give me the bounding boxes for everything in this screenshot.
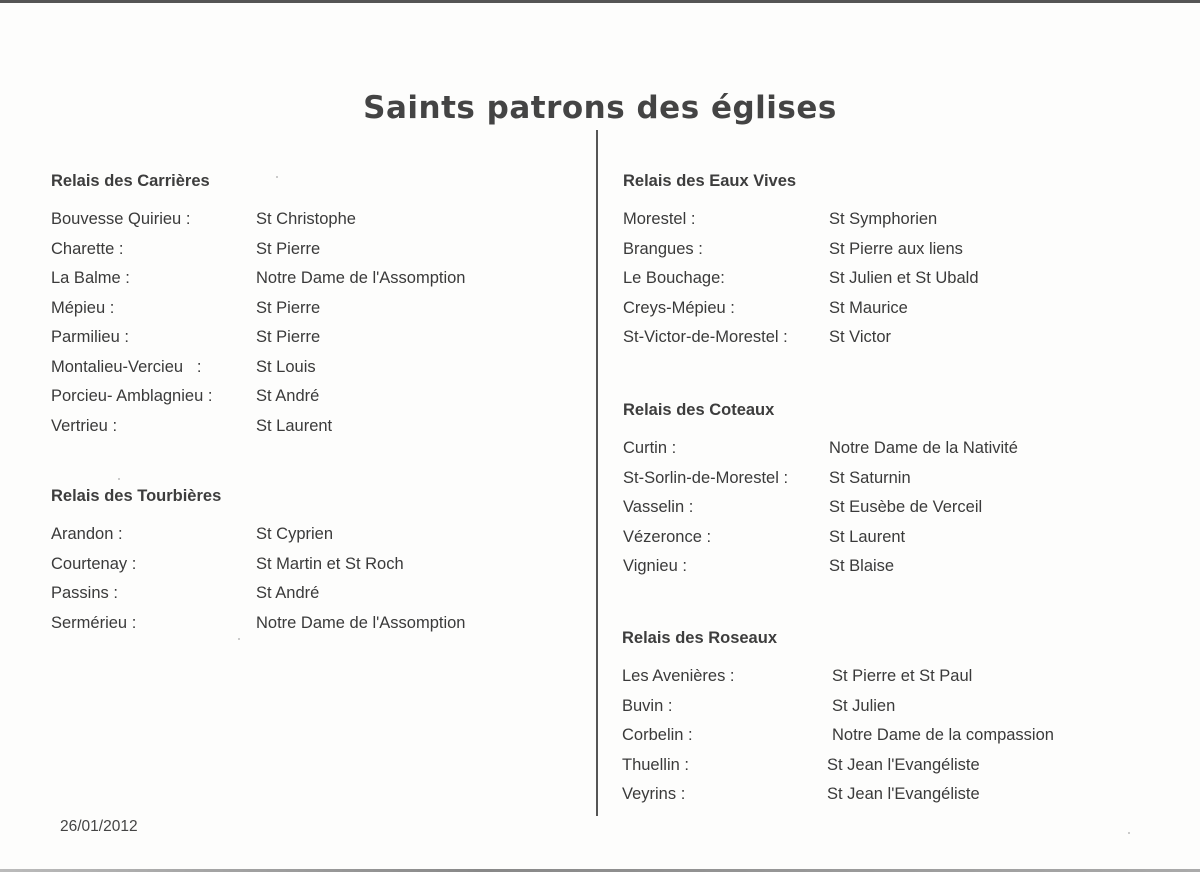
patron-saint: St Eusèbe de Verceil — [829, 498, 983, 516]
patron-saint: Notre Dame de l'Assomption — [256, 613, 466, 632]
place-name: Creys-Mépieu : — [623, 298, 735, 317]
place-name: Morestel : — [623, 210, 696, 228]
list-item — [51, 524, 571, 554]
patron-saint: St Pierre — [256, 328, 321, 346]
patron-saint: St Victor — [829, 328, 892, 346]
patron-saint: St Pierre et St Paul — [832, 667, 973, 685]
place-name: Passins : — [51, 584, 118, 602]
place-name: Vasselin : — [623, 498, 694, 516]
patron-saint: St Saturnin — [829, 468, 911, 487]
place-name: Porcieu- Amblagnieu : — [51, 387, 213, 405]
patron-saint: St Louis — [256, 357, 316, 376]
place-name: Thuellin : — [622, 755, 689, 774]
list-item — [623, 527, 1163, 557]
section-title: Relais des Coteaux — [623, 401, 775, 419]
patron-saint: St Symphorien — [829, 210, 938, 228]
place-name: Sermérieu : — [51, 613, 137, 632]
patron-saint: Notre Dame de l'Assomption — [256, 269, 466, 287]
list-item — [51, 239, 571, 269]
place-name: Charette : — [51, 239, 124, 258]
list-item — [51, 613, 571, 643]
page-title: Saints patrons des églises — [363, 90, 837, 126]
section-title: Relais des Carrières — [51, 172, 210, 190]
scan-top-edge — [0, 0, 1200, 3]
list-item — [622, 725, 1182, 755]
patron-saint: St Pierre — [256, 298, 321, 317]
document-date: 26/01/2012 — [60, 818, 138, 835]
list-item — [622, 696, 1182, 726]
place-name: Les Avenières : — [622, 667, 735, 685]
place-name: Vézeronce : — [623, 527, 712, 546]
place-name: Veyrins : — [622, 785, 686, 803]
list-item — [51, 386, 571, 416]
place-name: Vertrieu : — [51, 416, 118, 435]
place-name: Parmilieu : — [51, 328, 129, 346]
place-name: Courtenay : — [51, 554, 137, 573]
list-item — [51, 268, 571, 298]
place-name: La Balme : — [51, 269, 130, 287]
patron-saint: St André — [256, 387, 320, 405]
list-item — [623, 438, 1163, 468]
scan-speck — [118, 478, 120, 480]
list-item — [623, 268, 1163, 298]
list-item — [51, 416, 571, 446]
scan-speck — [276, 176, 278, 178]
place-name: Curtin : — [623, 439, 677, 457]
patron-saint: Notre Dame de la compassion — [832, 726, 1054, 744]
list-item — [623, 209, 1163, 239]
place-name: Corbelin : — [622, 726, 693, 744]
list-item — [51, 298, 571, 328]
place-name: St-Sorlin-de-Morestel : — [623, 468, 789, 487]
list-item — [623, 298, 1163, 328]
place-name: Brangues : — [623, 239, 703, 258]
place-name: Le Bouchage: — [623, 269, 725, 287]
list-item — [51, 554, 571, 584]
list-item — [623, 239, 1163, 269]
place-name: St-Victor-de-Morestel : — [623, 328, 788, 346]
patron-saint: St Christophe — [256, 210, 356, 228]
list-item — [622, 666, 1182, 696]
section-title: Relais des Tourbières — [51, 487, 222, 505]
list-item — [623, 497, 1163, 527]
patron-saint: Notre Dame de la Nativité — [829, 439, 1018, 457]
section-carrieres — [51, 170, 571, 445]
scan-speck — [238, 638, 240, 640]
patron-saint: St Julien et St Ubald — [829, 269, 979, 287]
patron-saint: St André — [256, 584, 320, 602]
list-item — [51, 583, 571, 613]
scan-speck — [1128, 832, 1130, 834]
list-item — [51, 327, 571, 357]
patron-saint: St Cyprien — [256, 525, 334, 543]
patron-saint: St Blaise — [829, 557, 895, 575]
list-item — [51, 357, 571, 387]
list-item — [623, 556, 1163, 586]
patron-saint: St Jean l'Evangéliste — [827, 755, 980, 774]
place-name: Montalieu-Vercieu : — [51, 357, 202, 376]
patron-saint: St Laurent — [829, 527, 906, 546]
list-item — [622, 784, 1182, 814]
patron-saint: St Julien — [832, 696, 896, 715]
section-roseaux — [622, 627, 1182, 814]
section-title: Relais des Eaux Vives — [623, 172, 797, 190]
section-title: Relais des Roseaux — [622, 629, 777, 647]
place-name: Vignieu : — [623, 557, 687, 575]
patron-saint: St Pierre — [256, 239, 321, 258]
section-tourbieres — [51, 485, 571, 642]
column-divider — [596, 130, 598, 816]
patron-saint: St Laurent — [256, 416, 333, 435]
list-item — [623, 327, 1163, 357]
patron-saint: St Maurice — [829, 298, 908, 317]
place-name: Arandon : — [51, 525, 123, 543]
patron-saint: St Pierre aux liens — [829, 239, 963, 258]
patron-saint: St Martin et St Roch — [256, 554, 404, 573]
list-item — [623, 468, 1163, 498]
section-eaux-vives — [623, 170, 1163, 357]
place-name: Buvin : — [622, 696, 673, 715]
section-coteaux — [623, 399, 1163, 586]
place-name: Mépieu : — [51, 298, 115, 317]
patron-saint: St Jean l'Evangéliste — [827, 785, 980, 803]
place-name: Bouvesse Quirieu : — [51, 210, 191, 228]
list-item — [622, 755, 1182, 785]
list-item — [51, 209, 571, 239]
